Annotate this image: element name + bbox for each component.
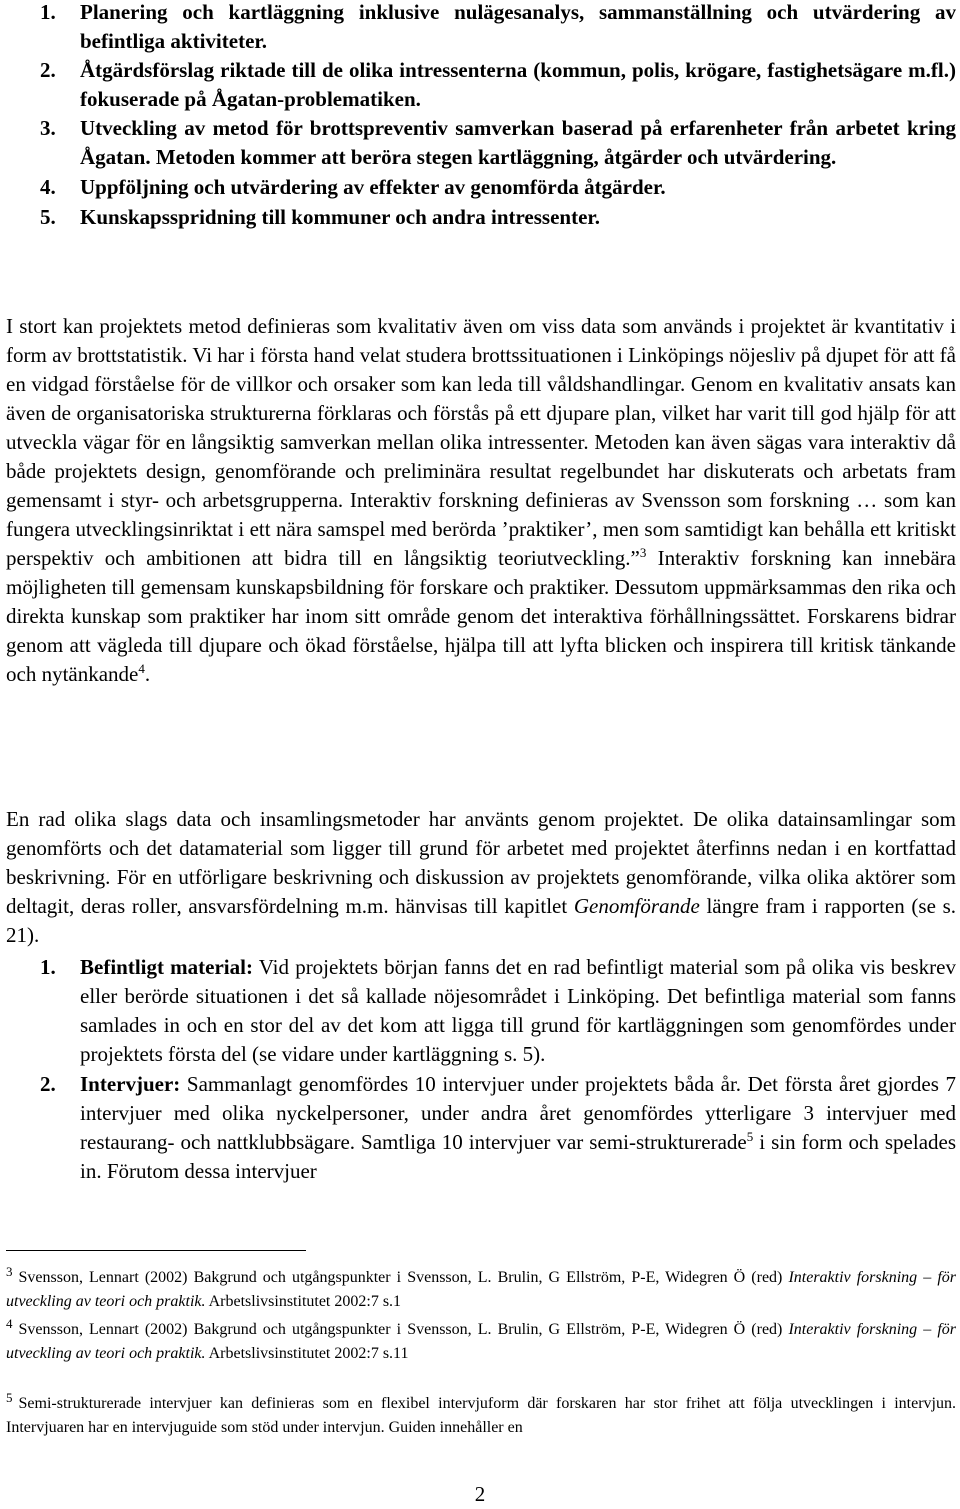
item-title: Befintligt material: [80,955,253,979]
page-number: 2 [474,1482,486,1506]
list-item [6,203,956,232]
footnote-ref-5: 5 [746,1129,754,1144]
footnote-mark: 4 [6,1316,13,1331]
list-number: 3. [40,116,56,140]
footnote-title: Interaktiv forskning – för utveckling av teori och praktik. [6,1269,956,1310]
list-text: Utveckling av metod för brottspreventiv samverkan baserad på erfarenheter från arbetet kring Ågatan. Metoden kommer att beröra stegen kartläggning, åtgärder och utvärdering. [80,116,956,169]
list-text: Planering och kartläggning inklusive nulägesanalys, sammanställning och utvärdering av befintliga aktiviteter. [80,0,956,53]
footnote-ref-4: 4 [138,661,145,676]
footnote-text-cont: Arbetslivsinstitutet 2002:7 s.1 [205,1293,402,1310]
list-item [6,953,956,1069]
method-text: I stort kan projektets metod definieras som kvalitativ även om viss data som används i projektet är kvantitativ i form av brottstatistik. Vi har i första hand velat studera brottssituationen i Linköpings nöjesliv på djupet för att få en vidgad förståelse för de villkor och orsaker som kan leda till våldshandlingar. Genom en kvalitativ ansats kan även de organisatoriska strukturerna förklaras och förstås på ett djupare plan, vilket har varit till god hjälp för att utveckla vägar för en långsiktig samverkan mellan olika intressenter. Metoden kan även sägas vara interaktiv då både projektets design, genomförande och preliminära resultat regelbundet har diskuterats och arbetats fram gemensamt i styr- och arbetsgrupperna. Interaktiv forskning definieras av Svensson som forskning … som kan fungera utvecklingsinriktat i ett nära samspel med berörda ’praktiker’, men som samtidigt kan behålla ett kritiskt perspektiv och ambitionen att bidra till en långsiktig teoriutveckling.” [6,314,956,570]
footnote-text: Svensson, Lennart (2002) Bakgrund och utgångspunkter i Svensson, L. Brulin, G Ellström, P-E, Widegren Ö (red) [18,1321,789,1338]
item-text: Sammanlagt genomfördes 10 intervjuer under projektets båda år. Det första året gjordes 7 intervjuer med olika nyckelpersoner, under andra året genomfördes ytterligare 3 intervjuer med restaurang- och nattklubbsägare. Samtliga 10 intervjuer var semi-strukturerade [80,1072,956,1154]
data-paragraph [6,805,956,950]
footnote-title: Interaktiv forskning – för utveckling av teori och praktik. [6,1321,956,1362]
list-item [6,0,956,56]
list-item [6,114,956,172]
footnote-3 [6,1266,956,1314]
list-number: 1. [40,955,56,979]
data-sources-list [6,953,956,1186]
list-item [6,173,956,202]
footnote-ref-3: 3 [639,545,647,560]
footnote-text-cont: Arbetslivsinstitutet 2002:7 s.11 [205,1345,409,1362]
chapter-ref: Genomförande [573,894,700,918]
project-goals-list [6,0,956,232]
footnote-text: Svensson, Lennart (2002) Bakgrund och utgångspunkter i Svensson, L. Brulin, G Ellström, P-E, Widegren Ö (red) [18,1269,789,1286]
data-text: En rad olika slags data och insamlingsmetoder har använts genom projektet. De olika datainsamlingar som genomförts och det datamaterial som ligger till grund för arbetet med projektet återfinns nedan i en kortfattad beskrivning. För en utförligare beskrivning och diskussion av projektets genomförande, vilka olika aktörer som deltagit, deras roller, ansvarsfördelning m.m. hänvisas till kapitlet [6,807,956,918]
method-text-cont: Interaktiv forskning kan innebära möjligheten till gemensam kunskapsbildning för forskare och praktiker. Dessutom uppmärksammas den rika och direkta kunskap som praktiker har inom sitt område genom det interaktiva förhållningssättet. Forskarens bidrar genom att vägleda till djupare och ökad förståelse, hjälpa till att lyfta blicken och inspirera till kritisk tänkande och nytänkande [6,546,956,686]
data-text-cont: längre fram i rapporten (se s. 21). [6,894,956,947]
footnote-mark: 5 [6,1390,13,1405]
list-number: 1. [40,0,56,24]
list-item [6,56,956,114]
list-number: 5. [40,205,56,229]
footnote-5 [6,1392,956,1440]
footnote-text: Semi-strukturerade intervjuer kan definieras som en flexibel intervjuform där forskaren har stor frihet att följa utvecklingen i intervjun. Intervjuaren har en intervjuguide som stöd under intervjun. Guiden innehåller en [6,1395,956,1436]
footnote-mark: 3 [6,1264,13,1279]
list-text: Kunskapsspridning till kommuner och andra intressenter. [80,205,601,229]
period: . [144,662,151,686]
footnote-4 [6,1318,956,1366]
list-item [6,1070,956,1186]
list-text: Uppföljning och utvärdering av effekter av genomförda åtgärder. [80,175,666,199]
item-title: Intervjuer: [80,1072,181,1096]
footnote-divider [6,1250,306,1251]
list-number: 2. [40,1072,56,1096]
item-text: Vid projektets början fanns det en rad befintligt material som på olika vis beskrev eller berörde situationen i det så kallade nöjesområdet i Linköping. Det befintliga material som fanns samlades in och en stor del av det kom att ligga till grund för kartläggningen som genomfördes under projektets första del (se vidare under kartläggning s. 5). [80,955,956,1066]
list-number: 2. [40,58,56,82]
list-number: 4. [40,175,56,199]
method-paragraph [6,312,956,689]
list-text: Åtgärdsförslag riktade till de olika intressenterna (kommun, polis, krögare, fastighetsägare m.fl.) fokuserade på Ågatan-problematiken. [80,58,956,111]
item-text-cont: i sin form och spelades in. Förutom dessa intervjuer [80,1130,957,1183]
